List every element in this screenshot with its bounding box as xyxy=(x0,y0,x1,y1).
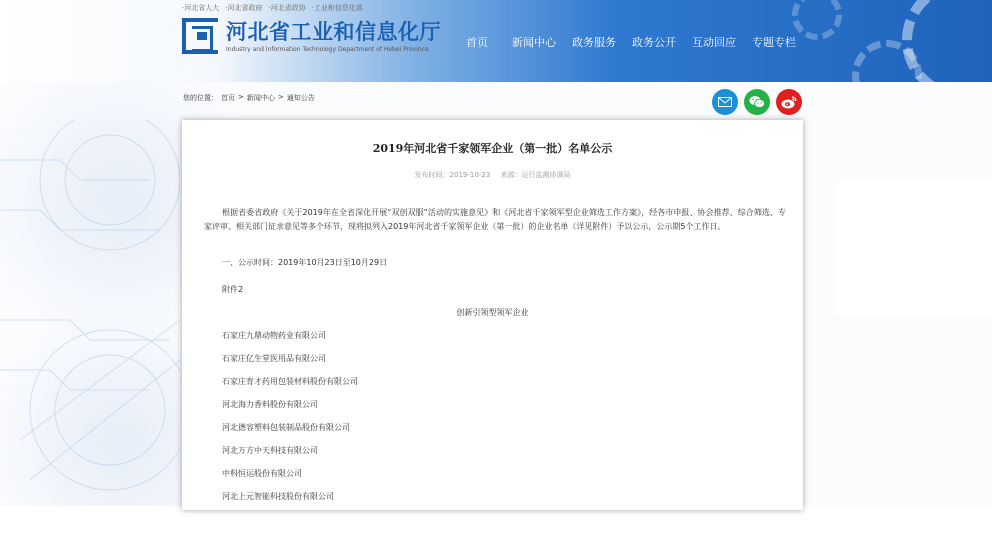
top-link[interactable]: ·工业和信息化部 xyxy=(311,4,363,12)
company-list-item: 河北万方中天科技有限公司 xyxy=(222,446,318,455)
publicity-period: 一、公示时间：2019年10月23日至10月29日 xyxy=(222,258,388,267)
top-link[interactable]: ·河北省人大 xyxy=(182,4,220,12)
breadcrumb-notices[interactable]: 通知公告 xyxy=(286,94,315,102)
logo-emblem-icon xyxy=(182,18,218,54)
nav-news-center[interactable]: 新闻中心 xyxy=(512,36,556,49)
company-list-item: 河北海力香料股份有限公司 xyxy=(222,400,318,409)
mail-share-button[interactable] xyxy=(712,89,738,115)
breadcrumb xyxy=(183,93,315,103)
logo-title-en: Industry and Information Technology Department of Hebei Province xyxy=(226,45,429,53)
breadcrumb-prefix: 您的位置： xyxy=(183,94,218,102)
company-list-item: 中科恒运股份有限公司 xyxy=(222,469,302,478)
article-card xyxy=(182,120,803,510)
nav-home[interactable]: 首页 xyxy=(466,36,488,49)
site-header xyxy=(0,0,992,82)
breadcrumb-separator: > xyxy=(277,93,284,101)
weibo-icon xyxy=(781,95,797,109)
publish-date: 发布时间：2019-10-23 xyxy=(414,171,491,179)
logo-title-cn: 河北省工业和信息化厅 xyxy=(226,19,441,44)
page-background-panel xyxy=(834,182,992,316)
nav-gov-disclosure[interactable]: 政务公开 xyxy=(632,36,676,49)
top-link[interactable]: ·河北省政府 xyxy=(225,4,263,12)
nav-interaction[interactable]: 互动回应 xyxy=(692,36,736,49)
wechat-icon xyxy=(749,95,765,109)
top-links xyxy=(182,3,363,13)
article-meta xyxy=(182,170,803,180)
nav-special-topics[interactable]: 专题专栏 xyxy=(752,36,796,49)
nav-gov-services[interactable]: 政务服务 xyxy=(572,36,616,49)
breadcrumb-news-center[interactable]: 新闻中心 xyxy=(246,94,275,102)
company-list-item: 石家庄九鼎动物药业有限公司 xyxy=(222,331,326,340)
main-nav xyxy=(466,34,812,50)
company-list-item: 石家庄育才药用包装材料股份有限公司 xyxy=(222,377,358,386)
wechat-share-button[interactable] xyxy=(744,89,770,115)
site-logo[interactable] xyxy=(182,18,441,54)
top-link[interactable]: ·河北省政协 xyxy=(268,4,306,12)
list-subheading: 创新引领型领军企业 xyxy=(456,308,529,317)
article-paragraph: 根据省委省政府《关于2019年在全省深化开展“双创双服”活动的实施意见》和《河北省千家领军型企业筛选工作方案》，经各市申报、协会推荐、综合筛选、专家评审、相关部门征求意见等多个环节，现将拟列入2019年河北省千家领军企业（第一批）的企业名单（详见附件）予以公示，公示期5个工作日。 xyxy=(204,208,786,231)
breadcrumb-separator: > xyxy=(238,93,244,101)
company-list-item: 河北德容塑料包装制品股份有限公司 xyxy=(222,423,350,432)
article-source: 来源：运行监测协调局 xyxy=(500,171,571,179)
company-list-item: 河北上元智能科技股份有限公司 xyxy=(222,492,334,501)
circuit-decoration xyxy=(0,120,180,500)
mail-icon xyxy=(718,97,732,107)
breadcrumb-home[interactable]: 首页 xyxy=(221,94,235,102)
article-title: 2019年河北省千家领军企业（第一批）名单公示 xyxy=(372,142,613,155)
attachment-label: 附件2 xyxy=(222,285,244,294)
weibo-share-button[interactable] xyxy=(776,89,802,115)
company-list-item: 石家庄亿生堂医用品有限公司 xyxy=(222,354,326,363)
